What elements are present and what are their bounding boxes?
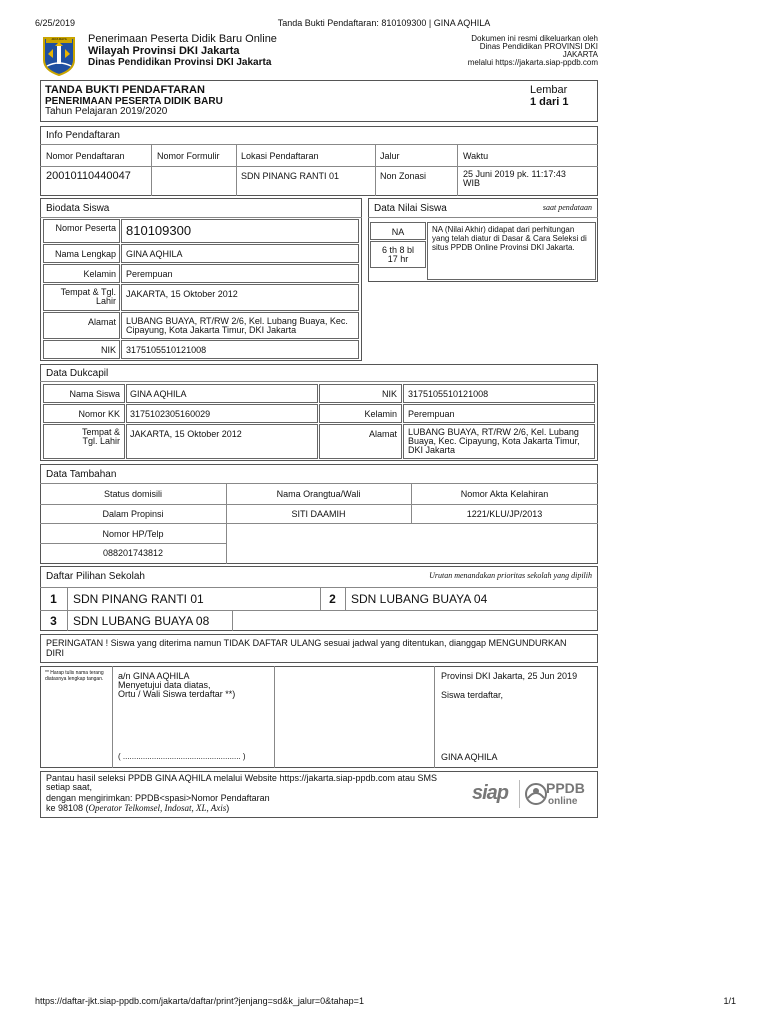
header-right1: Dokumen ini resmi dikeluarkan oleh bbox=[471, 34, 598, 43]
dukcapil-kelamin: Perempuan bbox=[408, 409, 455, 419]
header-right2: Dinas Pendidikan PROVINSI DKI bbox=[479, 42, 598, 51]
ppdb-online-logo bbox=[524, 778, 584, 810]
dki-jakarta-logo bbox=[42, 34, 76, 76]
biodata-nik-label: NIK bbox=[100, 345, 116, 355]
ppdb-logo-text: PPDB bbox=[546, 780, 585, 796]
tambahan-title: Data Tambahan bbox=[46, 469, 117, 480]
bottom-line1: Pantau hasil seleksi PPDB GINA AQHILA melalui Website https://jakarta.siap-ppdb.com atau SMS setiap saat, bbox=[46, 773, 438, 792]
header-right4: melalui https://jakarta.siap-ppdb.com bbox=[467, 58, 598, 67]
signature-note: ** Harap tulis nama terang diatasnya lengkap tangan. bbox=[45, 670, 104, 682]
siap-logo-text: siap bbox=[472, 782, 509, 804]
pilihan-2-no: 2 bbox=[329, 592, 336, 606]
biodata-ttl-label: Tempat & Tgl. Lahir bbox=[60, 287, 116, 306]
header-line3: Dinas Pendidikan Provinsi DKI Jakarta bbox=[88, 57, 272, 68]
doc-subtitle: PENERIMAAN PESERTA DIDIK BARU bbox=[45, 96, 223, 107]
pilihan-2-name: SDN LUBANG BUAYA 04 bbox=[351, 592, 488, 606]
biodata-alamat: LUBANG BUAYA, RT/RW 2/6, Kel. Lubang Buaya, Kec. Cipayung, Kota Jakarta Timur, DKI Jakarta bbox=[126, 316, 348, 335]
signature-agree1: Menyetujui data diatas, bbox=[118, 680, 211, 690]
dukcapil-ttl-label: Tempat & Tgl. Lahir bbox=[81, 427, 120, 446]
biodata-nama-label: Nama Lengkap bbox=[54, 249, 116, 259]
print-page: 1/1 bbox=[723, 996, 736, 1006]
dukcapil-nama-label: Nama Siswa bbox=[69, 389, 120, 399]
tambahan-ortu-value: SITI DAAMIH bbox=[291, 509, 346, 519]
signature-blank: ( ..................................................... ) bbox=[118, 752, 246, 761]
dukcapil-kk-label: Nomor KK bbox=[78, 409, 120, 419]
info-header-jalur: Jalur bbox=[380, 151, 400, 161]
pilihan-1-no: 1 bbox=[50, 592, 57, 606]
doc-year: Tahun Pelajaran 2019/2020 bbox=[45, 106, 168, 117]
print-url: https://daftar-jkt.siap-ppdb.com/jakarta/daftar/print?jenjang=sd&k_jalur=0&tahap=1 bbox=[35, 996, 364, 1006]
bottom-line2: dengan mengirimkan: PPDB<spasi>Nomor Pendaftaran bbox=[46, 793, 270, 803]
tambahan-hp-label: Nomor HP/Telp bbox=[102, 529, 164, 539]
signature-signer: GINA AQHILA bbox=[441, 752, 498, 762]
logo-text: JAYA RAYA bbox=[51, 37, 67, 41]
biodata-kelamin: Perempuan bbox=[126, 269, 173, 279]
biodata-kelamin-label: Kelamin bbox=[83, 269, 116, 279]
print-title: Tanda Bukti Pendaftaran: 810109300 | GINA AQHILA bbox=[277, 18, 491, 28]
header-right3: JAKARTA bbox=[562, 50, 598, 59]
tambahan-status-value: Dalam Propinsi bbox=[102, 509, 164, 519]
nilai-na-label: NA bbox=[391, 227, 405, 237]
nilai-na-desc: NA (Nilai Akhir) didapat dari perhitungan yang telah diatur di Dasar & Cara Seleksi di situs PPDB Online Provinsi DKI Jakarta. bbox=[432, 225, 587, 252]
pilihan-note: Urutan menandakan prioritas sekolah yang dipilih bbox=[429, 571, 592, 580]
info-title: Info Pendaftaran bbox=[46, 130, 120, 141]
biodata-title: Biodata Siswa bbox=[46, 203, 110, 214]
info-header-formulir: Nomor Formulir bbox=[157, 151, 220, 161]
info-header-waktu: Waktu bbox=[463, 151, 489, 161]
header-line1: Penerimaan Peserta Didik Baru Online bbox=[88, 33, 277, 45]
dukcapil-nama: GINA AQHILA bbox=[130, 389, 187, 399]
dukcapil-nik: 3175105510121008 bbox=[408, 389, 489, 399]
dukcapil-title: Data Dukcapil bbox=[46, 368, 109, 379]
doc-title: TANDA BUKTI PENDAFTARAN bbox=[45, 84, 205, 96]
pilihan-3-name: SDN LUBANG BUAYA 08 bbox=[73, 614, 210, 628]
tambahan-hp-value: 088201743812 bbox=[102, 548, 164, 558]
info-header-lokasi: Lokasi Pendaftaran bbox=[241, 151, 319, 161]
biodata-alamat-label: Alamat bbox=[87, 317, 116, 327]
biodata-nik: 3175105510121008 bbox=[126, 345, 207, 355]
signature-agree2: Ortu / Wali Siswa terdaftar **) bbox=[118, 689, 236, 699]
info-waktu: 25 Juni 2019 pk. 11:17:43 WIB bbox=[463, 169, 566, 188]
print-date: 6/25/2019 bbox=[35, 18, 76, 28]
dukcapil-alamat: LUBANG BUAYA, RT/RW 2/6, Kel. Lubang Buaya, Kec. Cipayung, Kota Jakarta Timur, DKI Jakarta bbox=[408, 427, 580, 455]
biodata-ttl: JAKARTA, 15 Oktober 2012 bbox=[126, 289, 238, 299]
biodata-nomor-peserta: 810109300 bbox=[126, 223, 192, 238]
dukcapil-kk: 3175102305160029 bbox=[130, 409, 211, 419]
tambahan-akta-value: 1221/KLU/JP/2013 bbox=[466, 509, 543, 519]
dukcapil-nik-label: NIK bbox=[381, 389, 397, 399]
signature-place-date: Provinsi DKI Jakarta, 25 Jun 2019 bbox=[441, 671, 578, 681]
sheet-label: Lembar bbox=[530, 84, 568, 96]
tambahan-ortu-label: Nama Orangtua/Wali bbox=[276, 489, 361, 499]
warning-text: PERINGATAN ! Siswa yang diterima namun TIDAK DAFTAR ULANG sesuai jadwal yang ditentukan, dianggap MENGUNDURKAN DIRI bbox=[46, 638, 567, 658]
signature-an: a/n GINA AQHILA bbox=[118, 671, 190, 681]
dukcapil-kelamin-label: Kelamin bbox=[364, 409, 397, 419]
signature-siswa: Siswa terdaftar, bbox=[441, 690, 504, 700]
pilihan-3-no: 3 bbox=[50, 614, 57, 628]
info-jalur: Non Zonasi bbox=[380, 171, 427, 181]
dukcapil-ttl: JAKARTA, 15 Oktober 2012 bbox=[130, 429, 242, 439]
info-lokasi: SDN PINANG RANTI 01 bbox=[241, 171, 340, 181]
biodata-nama: GINA AQHILA bbox=[126, 249, 183, 259]
dukcapil-alamat-label: Alamat bbox=[368, 429, 397, 439]
nilai-age: 6 th 8 bl 17 hr bbox=[381, 245, 415, 264]
nilai-title: Data Nilai Siswa bbox=[374, 203, 447, 214]
info-nomor-pendaftaran: 20010110440047 bbox=[46, 170, 131, 182]
nilai-note: saat pendataan bbox=[542, 203, 592, 212]
bottom-line3: ke 98108 (Operator Telkomsel, Indosat, XL, Axis) bbox=[46, 803, 230, 813]
tambahan-akta-label: Nomor Akta Kelahiran bbox=[460, 489, 549, 499]
biodata-nomor-peserta-label: Nomor Peserta bbox=[55, 223, 116, 233]
siap-logo bbox=[472, 780, 517, 808]
info-header-nomor: Nomor Pendaftaran bbox=[46, 151, 125, 161]
tambahan-status-label: Status domisili bbox=[103, 489, 163, 499]
pilihan-title: Daftar Pilihan Sekolah bbox=[46, 571, 145, 582]
pilihan-1-name: SDN PINANG RANTI 01 bbox=[73, 592, 204, 606]
online-logo-text: online bbox=[548, 796, 578, 807]
header-line2: Wilayah Provinsi DKI Jakarta bbox=[88, 45, 240, 57]
sheet-value: 1 dari 1 bbox=[530, 96, 569, 108]
